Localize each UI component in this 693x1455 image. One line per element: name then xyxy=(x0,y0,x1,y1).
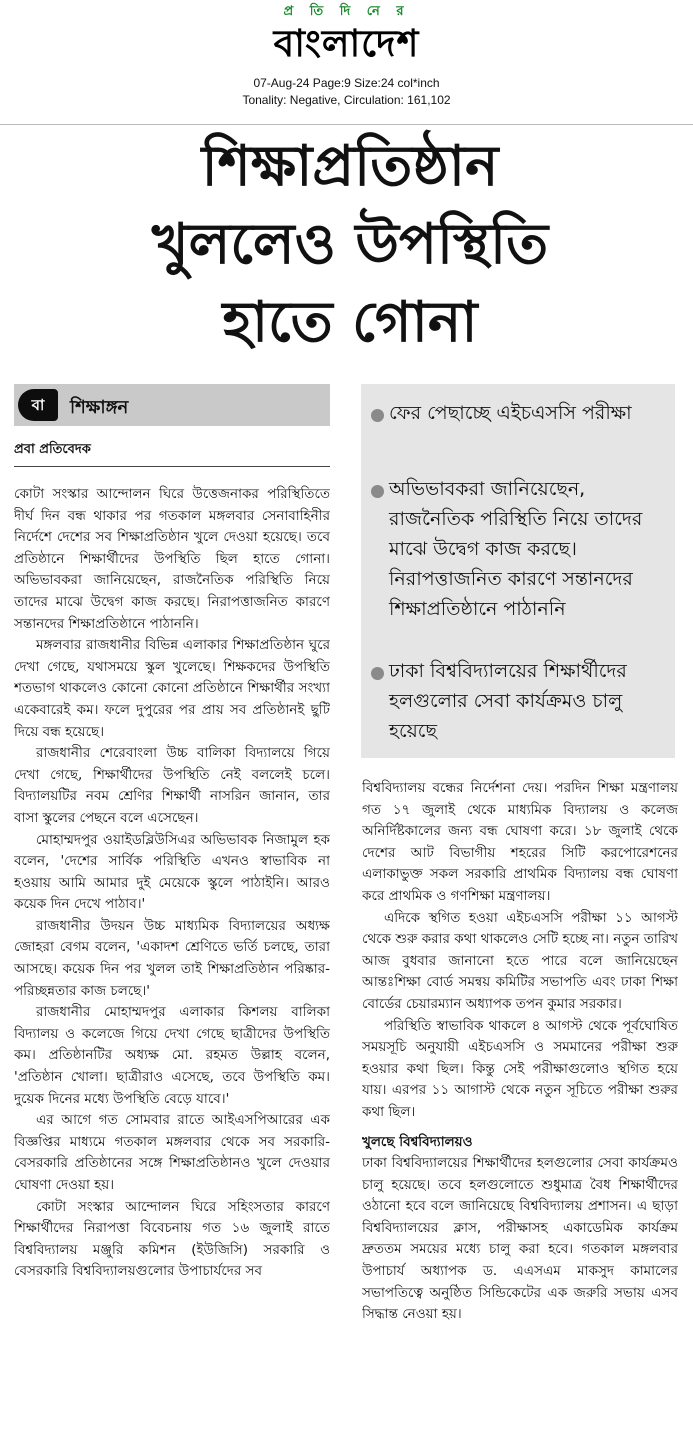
subheading: খুলছে বিশ্ববিদ্যালয়ও xyxy=(362,1133,473,1150)
paragraph: রাজধানীর উদয়ন উচ্চ মাধ্যমিক বিদ্যালয়ের অধ্যক্ষ জোহরা বেগম বলেন, 'একাদশ শ্রেণিতে ভর্তি চলছে, তারা আসছে। কয়েক দিন পর খুলল তাই শিক্ষাপ্রতিষ্ঠান পরিষ্কার-পরিচ্ছন্নতার কাজ চলছে।' xyxy=(14,917,330,999)
headline-line-3: হাতে গোনা xyxy=(222,290,478,355)
highlight-text: অভিভাবকরা জানিয়েছেন, রাজনৈতিক পরিস্থিতি নিয়ে তাদের মাঝে উদ্বেগ কাজ করছে। নিরাপত্তাজনিত কারণে সন্তানদের শিক্ষাপ্রতিষ্ঠানে পাঠাননি xyxy=(389,478,643,620)
masthead xyxy=(0,0,693,118)
section-bar xyxy=(14,384,330,426)
paragraph: রাজধানীর মোহাম্মদপুর এলাকার কিশলয় বালিকা বিদ্যালয় ও কলেজে গিয়ে দেখা গেছে ছাত্রীদের উপস্থিতি কম। প্রতিষ্ঠানটির অধ্যক্ষ মো. রহমত উল্লাহ বলেন, 'প্রতিষ্ঠান খোলা। ছাত্রীরাও এসেছে, তবে উপস্থিতি কম। দুয়েক দিনের মধ্যে উপস্থিতি বেড়ে যাবে।' xyxy=(14,1004,330,1107)
paragraph: কোটা সংস্কার আন্দোলন ঘিরে সহিংসতার কারণে শিক্ষার্থীদের নিরাপত্তা বিবেচনায় গত ১৬ জুলাই রাতে বিশ্ববিদ্যালয় মঞ্জুরি কমিশন (ইউজিসি) সরকারি ও বেসরকারি বিশ্ববিদ্যালয়গুলোর উপাচার্যদের সব xyxy=(14,1198,330,1280)
highlight-item xyxy=(389,398,665,428)
section-badge: বা xyxy=(18,389,58,421)
paragraph: মঙ্গলবার রাজধানীর বিভিন্ন এলাকার শিক্ষাপ্রতিষ্ঠান ঘুরে দেখা গেছে, যথাসময়ে স্কুল খুলেছে। শিক্ষকদের উপস্থিতি শতভাগ থাকলেও কোনো কোনো প্রতিষ্ঠানে শিক্ষার্থীর সংখ্যা একেবারেই কম। ফলে দুপুরের পর প্রায় সব প্রতিষ্ঠানই ছুটি দিয়ে বন্ধ হয়েছে। xyxy=(14,637,330,740)
paragraph: পরিস্থিতি স্বাভাবিক থাকলে ৪ আগস্ট থেকে পূর্বঘোষিত সময়সূচি অনুযায়ী এইচএসসি ও সমমানের পরীক্ষা শুরু হওয়ার কথা ছিল। কিন্তু সেই পরীক্ষাগুলোও স্থগিত হয়ে যায়। এরপর ১১ আগাস্ট থেকে নতুন সূচিতে পরীক্ষা শুরুর কথা ছিল। xyxy=(362,1017,678,1120)
byline-divider xyxy=(14,466,330,467)
paragraph: রাজধানীর শেরেবাংলা উচ্চ বালিকা বিদ্যালয়ে গিয়ে দেখা গেছে, শিক্ষার্থীদের উপস্থিতি নেই বললেই চলে। বিদ্যালয়টির নবম শ্রেণির শিক্ষার্থী নাসরিন জানান, তার বাসা স্কুলের পেছনে বলে এসেছেন। xyxy=(14,745,330,826)
highlight-item xyxy=(389,656,665,746)
body-column-right xyxy=(362,778,678,1448)
bullet-icon xyxy=(371,409,384,422)
masthead-kicker: প্র তি দি নে র xyxy=(283,4,410,19)
highlight-text: ঢাকা বিশ্ববিদ্যালয়ের শিক্ষার্থীদের হলগুলোর সেবা কার্যক্রমও চালু হয়েছে xyxy=(389,660,627,742)
section-label: শিক্ষাঙ্গন xyxy=(70,397,129,418)
paragraph: ঢাকা বিশ্ববিদ্যালয়ের শিক্ষার্থীদের হলগুলোর সেবা কার্যক্রমও চালু হয়েছে। তবে হলগুলোতে শুধুমাত্র বৈধ শিক্ষার্থীদের ওঠানো হবে বলে জানিয়েছে বিশ্ববিদ্যালয় প্রশাসন। এ ছাড়া বিশ্ববিদ্যালয়ের ক্লাস, পরীক্ষাসহ একাডেমিক কার্যক্রম দ্রুততম সময়ের মধ্যে চালু করা হবে। গতকাল মঙ্গলবার উপাচার্য অধ্যাপক ড. এএসএম মাকসুদ কামালের সভাপতিত্বে অনুষ্ঠিত সিন্ডিকেটের এক জরুরি সভায় এসব সিদ্ধান্ত নেওয়া হয়। xyxy=(362,1155,678,1323)
paragraph: মোহাম্মদপুর ওয়াইডব্লিউসিএর অভিভাবক নিজামুল হক বলেন, 'দেশের সার্বিক পরিস্থিতি এখনও স্বাভাবিক না হওয়ায় আমি আমার দুই মেয়েকে স্কুলে পাঠাইনি। আরও কয়েক দিন দেখে পাঠাব।' xyxy=(14,831,330,913)
newspaper-logo: বাংলাদেশ xyxy=(273,22,420,65)
bullet-icon xyxy=(371,667,384,680)
highlight-text: ফের পেছাচ্ছে এইচএসসি পরীক্ষা xyxy=(389,402,632,424)
clipping-meta-line1: 07-Aug-24 Page:9 Size:24 col*inch xyxy=(253,76,440,90)
paragraph: বিশ্ববিদ্যালয় বন্ধের নির্দেশনা দেয়। পরদিন শিক্ষা মন্ত্রণালয় গত ১৭ জুলাই থেকে মাধ্যমিক বিদ্যালয় ও কলেজ অনির্দিষ্টকালের জন্য বন্ধ ঘোষণা করে। ১৮ জুলাই থেকে দেশের আট বিভাগীয় শহরের সিটি করপোরেশনের এলাকাভুক্ত সকল সরকারি প্রাথমিক বিদ্যালয় বন্ধ ঘোষণা করে প্রাথমিক ও গণশিক্ষা মন্ত্রণালয়। xyxy=(362,780,678,904)
paragraph: এর আগে গত সোমবার রাতে আইএসপিআরের এক বিজ্ঞপ্তির মাধ্যমে গতকাল মঙ্গলবার থেকে সব সরকারি-বেসরকারি প্রতিষ্ঠানের সঙ্গে শিক্ষাপ্রতিষ্ঠানও খুলে দেওয়ার ঘোষণা দেওয়া হয়। xyxy=(14,1112,330,1193)
bullet-icon xyxy=(371,485,384,498)
clipping-meta-line2: Tonality: Negative, Circulation: 161,102 xyxy=(242,93,451,107)
highlights-box xyxy=(361,384,675,758)
paragraph: এদিকে স্থগিত হওয়া এইচএসসি পরীক্ষা ১১ আগস্ট থেকে শুরু করার কথা থাকলেও সেটি হচ্ছে না। নতুন তারিখ আজ বুধবার জানানো হতে পারে বলে জানিয়েছেন আন্তঃশিক্ষা বোর্ড সমন্বয় কমিটির সভাপতি এবং ঢাকা শিক্ষা বোর্ডের চেয়ারম্যান অধ্যাপক তপন কুমার সরকার। xyxy=(362,909,678,1012)
headline-line-2: খুললেও উপস্থিতি xyxy=(151,212,549,277)
article-headline xyxy=(90,128,610,362)
byline: প্রবা প্রতিবেদক xyxy=(14,442,91,457)
body-column-left xyxy=(14,484,330,1448)
highlight-item xyxy=(389,474,665,624)
headline-line-1: শিক্ষাপ্রতিষ্ঠান xyxy=(201,134,499,199)
paragraph: কোটা সংস্কার আন্দোলন ঘিরে উত্তেজনাকর পরিস্থিতিতে দীর্ঘ দিন বন্ধ থাকার পর গতকাল মঙ্গলবার সেনাবাহিনীর নির্দেশে দেশের সব শিক্ষাপ্রতিষ্ঠান খুলে দেওয়া হয়েছে। তবে প্রতিষ্ঠানে শিক্ষার্থীদের উপস্থিতি ছিল হাতে গোনা। অভিভাবকরা জানিয়েছেন, রাজনৈতিক পরিস্থিতি নিয়ে তাদের মাঝে উদ্বেগ কাজ করছে। নিরাপত্তাজনিত কারণে সন্তানদের শিক্ষাপ্রতিষ্ঠানে পাঠাননি। xyxy=(14,486,330,632)
header-divider xyxy=(0,124,693,125)
